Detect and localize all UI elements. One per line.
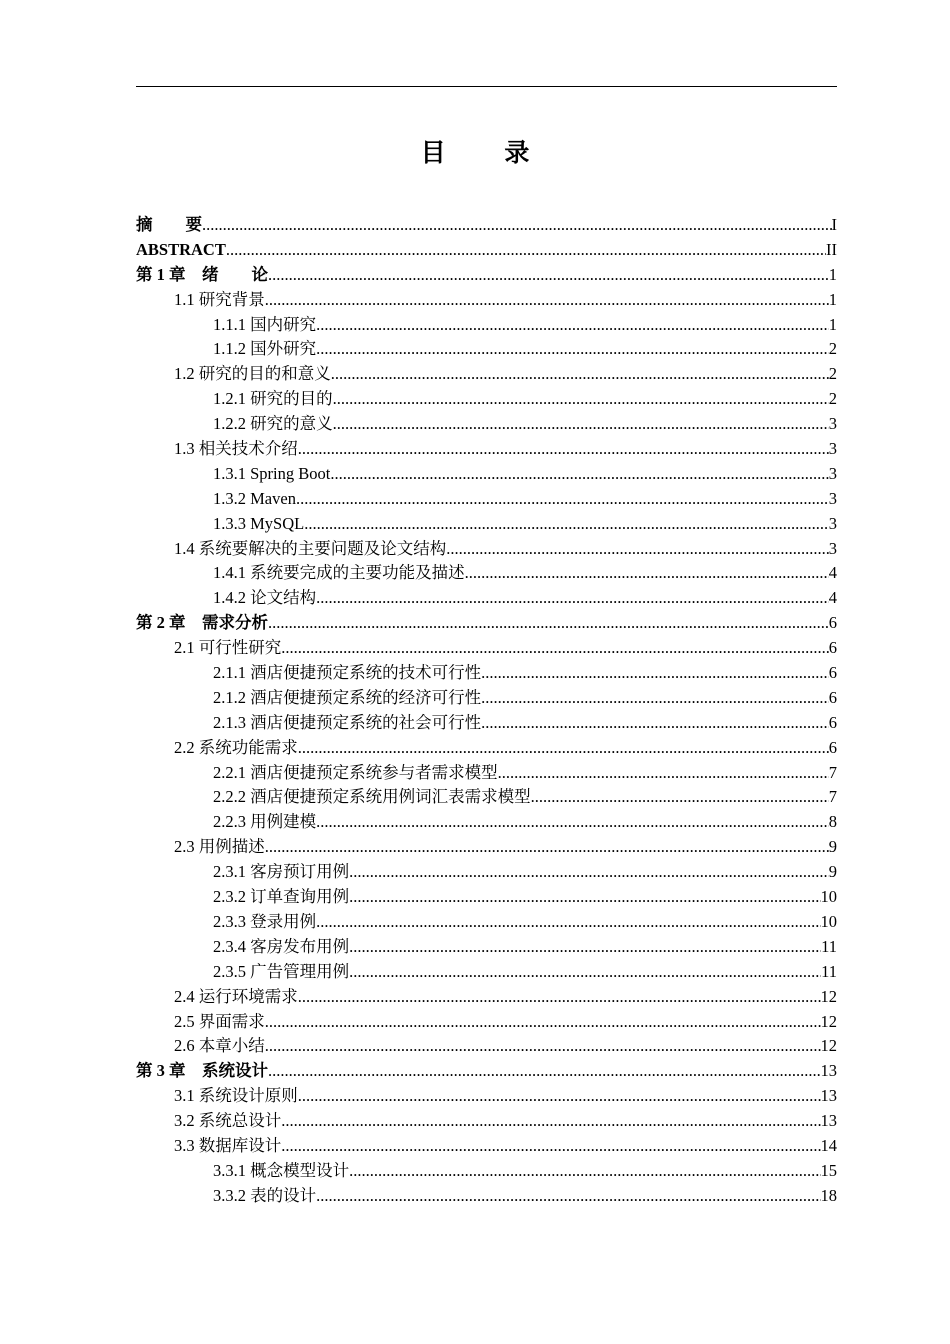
toc-entry-text: 第 2 章 需求分析 — [136, 613, 268, 633]
toc-entry[interactable] — [136, 686, 837, 711]
toc-leader-dots — [349, 885, 820, 910]
toc-leader-dots — [333, 412, 829, 437]
toc-entry-text: 第 3 章 系统设计 — [136, 1061, 268, 1081]
toc-leader-dots — [268, 1059, 821, 1084]
toc-entry-text: 2.3.2 订单查询用例 — [213, 887, 350, 907]
toc-page-number: 14 — [820, 1135, 837, 1155]
toc-page-number: 11 — [821, 936, 837, 956]
toc-entry[interactable] — [136, 213, 837, 238]
toc-entry[interactable] — [136, 263, 837, 288]
toc-page-number: 2 — [828, 339, 837, 359]
toc-entry-text: 1.4.1 系统要完成的主要功能及描述 — [213, 563, 465, 583]
toc-entry-text: 1.3 相关技术介绍 — [174, 439, 298, 459]
toc-entry[interactable] — [136, 238, 837, 263]
toc-page-number: 13 — [820, 1111, 837, 1131]
toc-leader-dots — [498, 761, 829, 786]
toc-leader-dots — [281, 636, 829, 661]
toc-page-number: 4 — [828, 563, 837, 583]
toc-page-number: 1 — [828, 289, 837, 309]
toc-entry-text: 2.2.3 用例建模 — [213, 812, 317, 832]
toc-page-number: 8 — [828, 812, 837, 832]
toc-leader-dots — [316, 910, 820, 935]
toc-page-number: 4 — [828, 588, 837, 608]
toc-leader-dots — [268, 263, 829, 288]
toc-page-number: 9 — [828, 837, 837, 857]
toc-entry-text: 2.4 运行环境需求 — [174, 986, 298, 1006]
toc-leader-dots — [481, 686, 829, 711]
toc-entry[interactable] — [136, 835, 837, 860]
toc-leader-dots — [316, 586, 829, 611]
toc-leader-dots — [298, 736, 829, 761]
toc-entry-text: 1.2 研究的目的和意义 — [174, 364, 331, 384]
toc-entry[interactable] — [136, 487, 837, 512]
page-title: 目 录 — [420, 138, 555, 167]
toc-entry-text: 第 1 章 绪 论 — [136, 264, 268, 284]
toc-entry[interactable] — [136, 611, 837, 636]
toc-entry-text: 2.1.3 酒店便捷预定系统的社会可行性 — [213, 712, 482, 732]
toc-page-number: 2 — [828, 389, 837, 409]
toc-entry-text: 2.2.1 酒店便捷预定系统参与者需求模型 — [213, 762, 498, 782]
toc-leader-dots — [333, 387, 829, 412]
toc-entry-text: 2.3 用例描述 — [174, 837, 265, 857]
toc-entry[interactable] — [136, 1184, 837, 1209]
toc-page-number: 6 — [828, 687, 837, 707]
toc-page-number: 1 — [828, 314, 837, 334]
toc-page-number: 13 — [820, 1086, 837, 1106]
toc-entry-text: 2.2.2 酒店便捷预定系统用例词汇表需求模型 — [213, 787, 531, 807]
toc-page-number: 7 — [828, 787, 837, 807]
toc-leader-dots — [268, 611, 829, 636]
toc-leader-dots — [531, 785, 829, 810]
toc-leader-dots — [330, 462, 828, 487]
toc-leader-dots — [202, 213, 832, 238]
toc-leader-dots — [446, 537, 829, 562]
toc-entry[interactable] — [136, 1010, 837, 1035]
toc-entry[interactable] — [136, 412, 837, 437]
toc-leader-dots — [298, 985, 821, 1010]
toc-entry[interactable] — [136, 462, 837, 487]
toc-entry-text: ABSTRACT — [136, 239, 226, 259]
toc-leader-dots — [265, 1034, 821, 1059]
toc-entry-text: 1.2.1 研究的目的 — [213, 389, 333, 409]
toc-entry-text: 1.1.2 国外研究 — [213, 339, 317, 359]
toc-entry[interactable] — [136, 1084, 837, 1109]
toc-leader-dots — [316, 337, 829, 362]
toc-entry-text: 2.6 本章小结 — [174, 1036, 265, 1056]
toc-page-number: 6 — [828, 613, 837, 633]
toc-entry-text: 3.1 系统设计原则 — [174, 1086, 298, 1106]
toc-entry[interactable] — [136, 935, 837, 960]
toc-entry[interactable] — [136, 512, 837, 537]
toc-page-number: 10 — [820, 887, 837, 907]
toc-entry-text: 1.4 系统要解决的主要问题及论文结构 — [174, 538, 447, 558]
toc-leader-dots — [298, 437, 829, 462]
toc-page-number: 3 — [828, 414, 837, 434]
toc-page-number: 3 — [828, 463, 837, 483]
toc-entry-text: 2.3.3 登录用例 — [213, 911, 317, 931]
toc-entry[interactable] — [136, 736, 837, 761]
toc-page-number: 13 — [820, 1061, 837, 1081]
toc-entry[interactable] — [136, 810, 837, 835]
toc-leader-dots — [331, 362, 829, 387]
toc-entry[interactable] — [136, 586, 837, 611]
toc-leader-dots — [281, 1134, 820, 1159]
toc-entry[interactable] — [136, 1034, 837, 1059]
toc-entry[interactable] — [136, 711, 837, 736]
toc-entry-text: 摘 要 — [136, 215, 202, 234]
toc-leader-dots — [226, 238, 826, 263]
toc-entry[interactable] — [136, 437, 837, 462]
toc-entry[interactable] — [136, 761, 837, 786]
toc-leader-dots — [316, 810, 829, 835]
toc-entry-text: 3.3.2 表的设计 — [213, 1185, 317, 1205]
toc-page-number: 6 — [828, 638, 837, 658]
header-rule — [136, 86, 837, 87]
toc-page-number: 18 — [820, 1185, 837, 1205]
toc-page-number: 9 — [828, 862, 837, 882]
toc-entry[interactable] — [136, 661, 837, 686]
toc-entry[interactable] — [136, 860, 837, 885]
toc-page-number: 12 — [820, 1036, 837, 1056]
toc-entry-text: 3.3 数据库设计 — [174, 1135, 282, 1155]
toc-entry[interactable] — [136, 337, 837, 362]
toc-leader-dots — [316, 1184, 820, 1209]
toc-leader-dots — [265, 835, 829, 860]
toc-page-number: I — [831, 215, 837, 234]
toc-leader-dots — [296, 487, 829, 512]
toc-entry-text: 2.1.1 酒店便捷预定系统的技术可行性 — [213, 663, 482, 683]
table-of-contents — [136, 213, 837, 1209]
toc-page-number: 2 — [828, 364, 837, 384]
toc-leader-dots — [349, 960, 821, 985]
toc-entry-text: 3.2 系统总设计 — [174, 1111, 282, 1131]
toc-entry[interactable] — [136, 910, 837, 935]
toc-entry[interactable] — [136, 561, 837, 586]
toc-entry-text: 2.3.1 客房预订用例 — [213, 862, 350, 882]
toc-entry[interactable] — [136, 1109, 837, 1134]
toc-entry[interactable] — [136, 1059, 837, 1084]
toc-page-number: 7 — [828, 762, 837, 782]
toc-leader-dots — [349, 860, 829, 885]
toc-page-number: 6 — [828, 712, 837, 732]
toc-entry[interactable] — [136, 885, 837, 910]
toc-entry-text: 2.3.5 广告管理用例 — [213, 961, 350, 981]
toc-entry[interactable] — [136, 288, 837, 313]
toc-page-number: II — [826, 239, 837, 259]
toc-page-number: 6 — [828, 663, 837, 683]
toc-entry-text: 1.2.2 研究的意义 — [213, 414, 333, 434]
toc-entry[interactable] — [136, 1159, 837, 1184]
toc-entry-text: 1.1 研究背景 — [174, 289, 265, 309]
toc-leader-dots — [316, 313, 829, 338]
toc-entry-text: 2.1 可行性研究 — [174, 638, 282, 658]
toc-entry-text: 2.2 系统功能需求 — [174, 737, 298, 757]
toc-entry-text: 1.3.3 MySQL — [213, 513, 305, 533]
toc-page-number: 3 — [828, 488, 837, 508]
toc-entry[interactable] — [136, 960, 837, 985]
toc-page-number: 3 — [828, 513, 837, 533]
toc-entry-text: 3.3.1 概念模型设计 — [213, 1160, 350, 1180]
toc-leader-dots — [304, 512, 829, 537]
toc-leader-dots — [465, 561, 829, 586]
toc-entry-text: 2.5 界面需求 — [174, 1011, 265, 1031]
toc-entry[interactable] — [136, 1134, 837, 1159]
toc-entry[interactable] — [136, 985, 837, 1010]
toc-page-number: 12 — [820, 986, 837, 1006]
toc-page-number: 3 — [828, 538, 837, 558]
toc-entry-text: 1.1.1 国内研究 — [213, 314, 317, 334]
toc-leader-dots — [281, 1109, 820, 1134]
toc-entry-text: 1.4.2 论文结构 — [213, 588, 317, 608]
toc-entry[interactable] — [136, 362, 837, 387]
toc-page-number: 6 — [828, 737, 837, 757]
toc-page-number: 3 — [828, 439, 837, 459]
toc-entry-text: 2.3.4 客房发布用例 — [213, 936, 350, 956]
toc-entry[interactable] — [136, 387, 837, 412]
toc-page-number: 12 — [820, 1011, 837, 1031]
toc-leader-dots — [481, 661, 829, 686]
toc-leader-dots — [265, 1010, 821, 1035]
toc-page-number: 15 — [820, 1160, 837, 1180]
toc-page-number: 1 — [828, 264, 837, 284]
toc-page-number: 10 — [820, 911, 837, 931]
toc-leader-dots — [265, 288, 829, 313]
toc-entry-text: 1.3.2 Maven — [213, 488, 296, 508]
toc-entry[interactable] — [136, 785, 837, 810]
toc-entry[interactable] — [136, 636, 837, 661]
toc-entry-text: 1.3.1 Spring Boot — [213, 463, 331, 483]
toc-leader-dots — [349, 1159, 820, 1184]
toc-entry[interactable] — [136, 537, 837, 562]
toc-leader-dots — [481, 711, 829, 736]
toc-page-number: 11 — [821, 961, 837, 981]
toc-entry-text: 2.1.2 酒店便捷预定系统的经济可行性 — [213, 687, 482, 707]
toc-entry[interactable] — [136, 313, 837, 338]
toc-leader-dots — [298, 1084, 821, 1109]
toc-leader-dots — [349, 935, 821, 960]
